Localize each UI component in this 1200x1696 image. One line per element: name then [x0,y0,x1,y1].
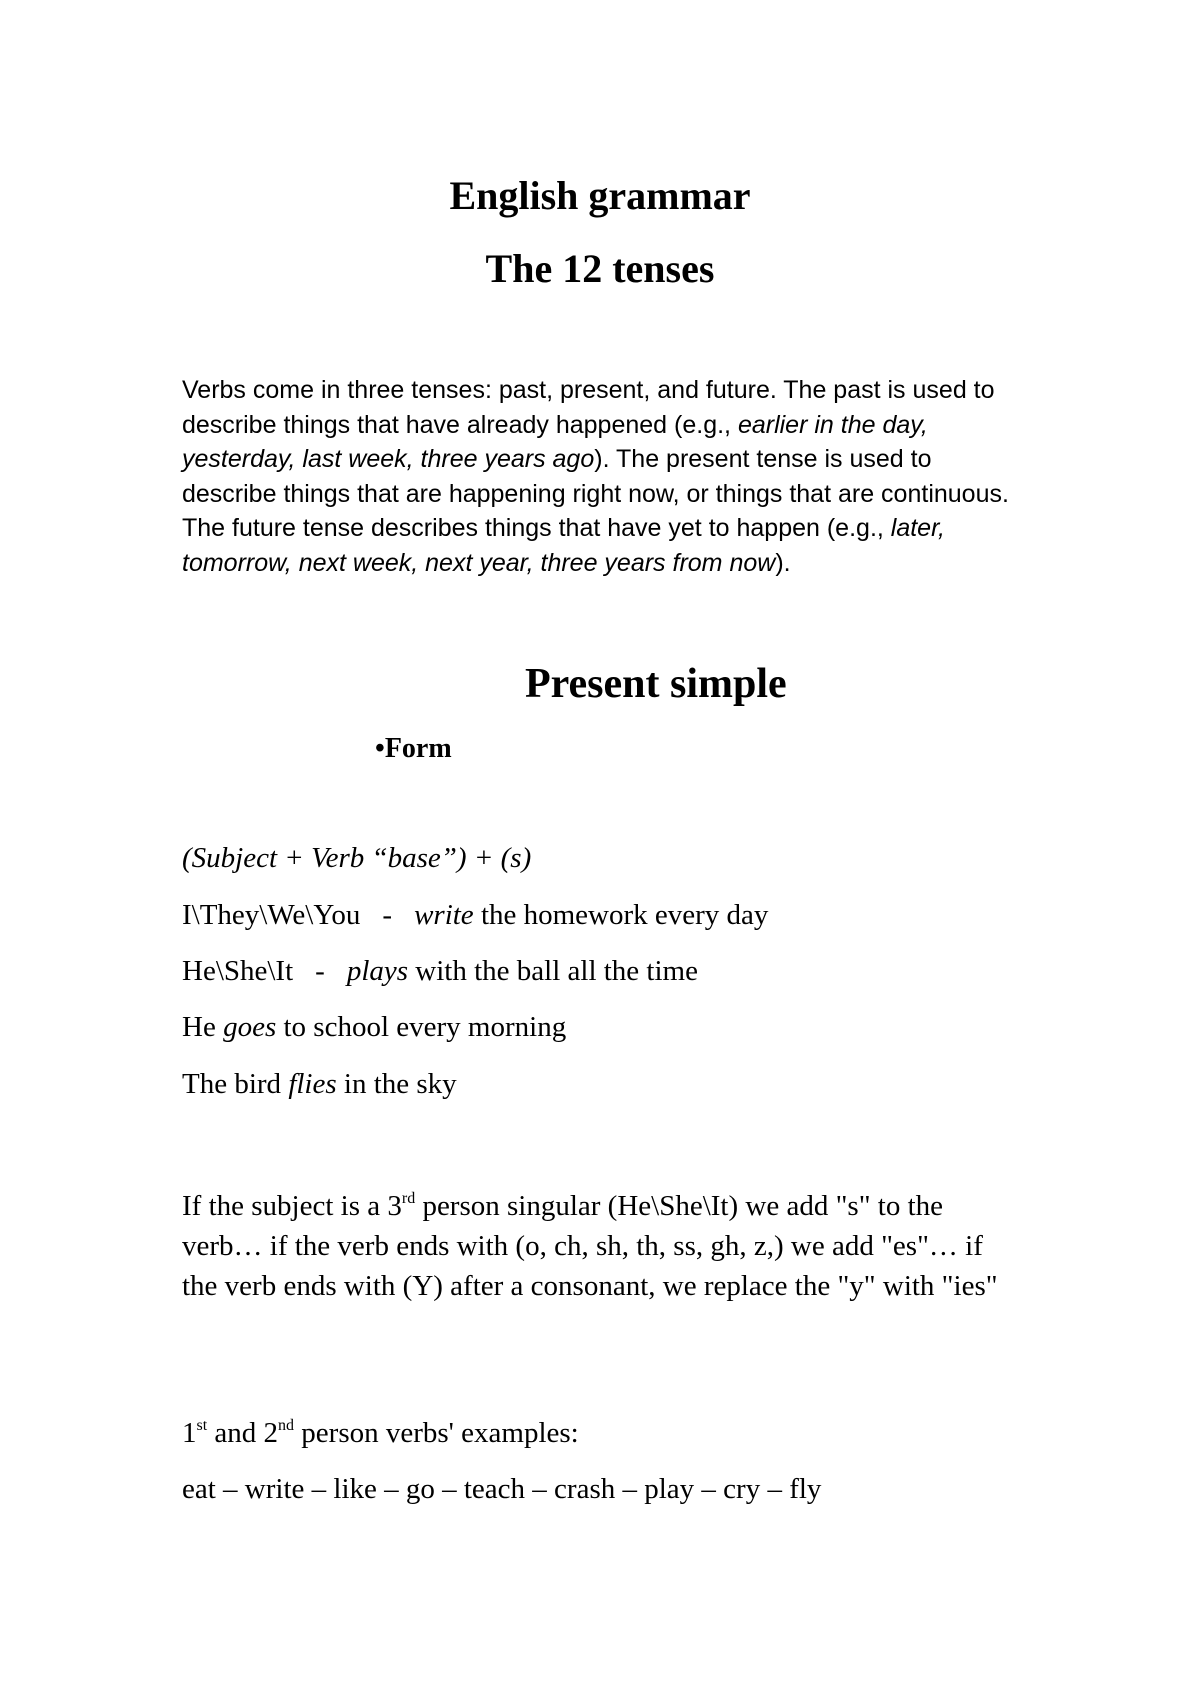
example-verb: flies [288,1068,337,1100]
example-subject: He [182,1011,224,1043]
intro-text-1: Verbs come in three tenses: past, present, and future. The past is used to describe things that have already happened (e.g., [182,376,995,439]
intro-text-2: ). The present tense is used to describe things that are happening right now, or things that are continuous. The future tense describes things that have yet to happen (e.g., [182,445,1009,542]
example-line-3 [182,1011,566,1044]
rule-text-b: person singular (He\She\It) we add "s" to the verb… if the verb ends with (o, ch, sh, th, ss, gh, z,) we add "es"… if the verb ends with (Y) after a consonant, we replace the "y" with "ies" [182,1190,998,1302]
past-examples: earlier in the day, yesterday, last week, three years ago [182,410,928,473]
rule-text-a: If the subject is a 3 [182,1190,402,1222]
example-line-4 [182,1068,457,1101]
example-verb: goes [223,1011,277,1043]
example-dash: - [382,899,393,931]
person-rest: person verbs' examples: [294,1417,579,1449]
future-examples: later, tomorrow, next week, next year, three years from now [182,514,945,577]
verbs-list: eat – write – like – go – teach – crash – play – cry – fly [182,1473,822,1505]
person-and: and 2 [207,1417,279,1449]
person-heading [182,1417,579,1450]
section-title: Present simple [525,661,787,707]
example-subject: He\She\It [182,955,294,987]
bullet-label: Form [384,733,452,764]
example-rest: in the sky [336,1068,457,1100]
bullet-icon: • [375,733,385,764]
document-subtitle: The 12 tenses [485,246,715,291]
example-verb: plays [346,955,409,987]
formula-line: (Subject + Verb “base”) + (s) [182,842,532,874]
person-n1-sup: st [196,1417,208,1434]
document-title: English grammar [449,173,751,218]
example-subject: I\They\We\You [182,899,361,931]
example-rest: with the ball all the time [408,955,698,987]
example-verb: write [414,899,474,931]
intro-paragraph [182,373,1022,580]
example-rest: to school every morning [276,1011,567,1043]
bullet-item-form [375,733,452,765]
example-line-1 [182,899,768,932]
person-n2-sup: nd [278,1417,295,1434]
example-line-2 [182,955,698,988]
rule-superscript: rd [401,1190,416,1207]
intro-text-3: ). [775,548,791,577]
rule-paragraph [182,1186,1022,1306]
person-n1: 1 [182,1417,197,1449]
example-subject: The bird [182,1068,289,1100]
example-rest: the homework every day [473,899,769,931]
example-dash: - [315,955,325,987]
